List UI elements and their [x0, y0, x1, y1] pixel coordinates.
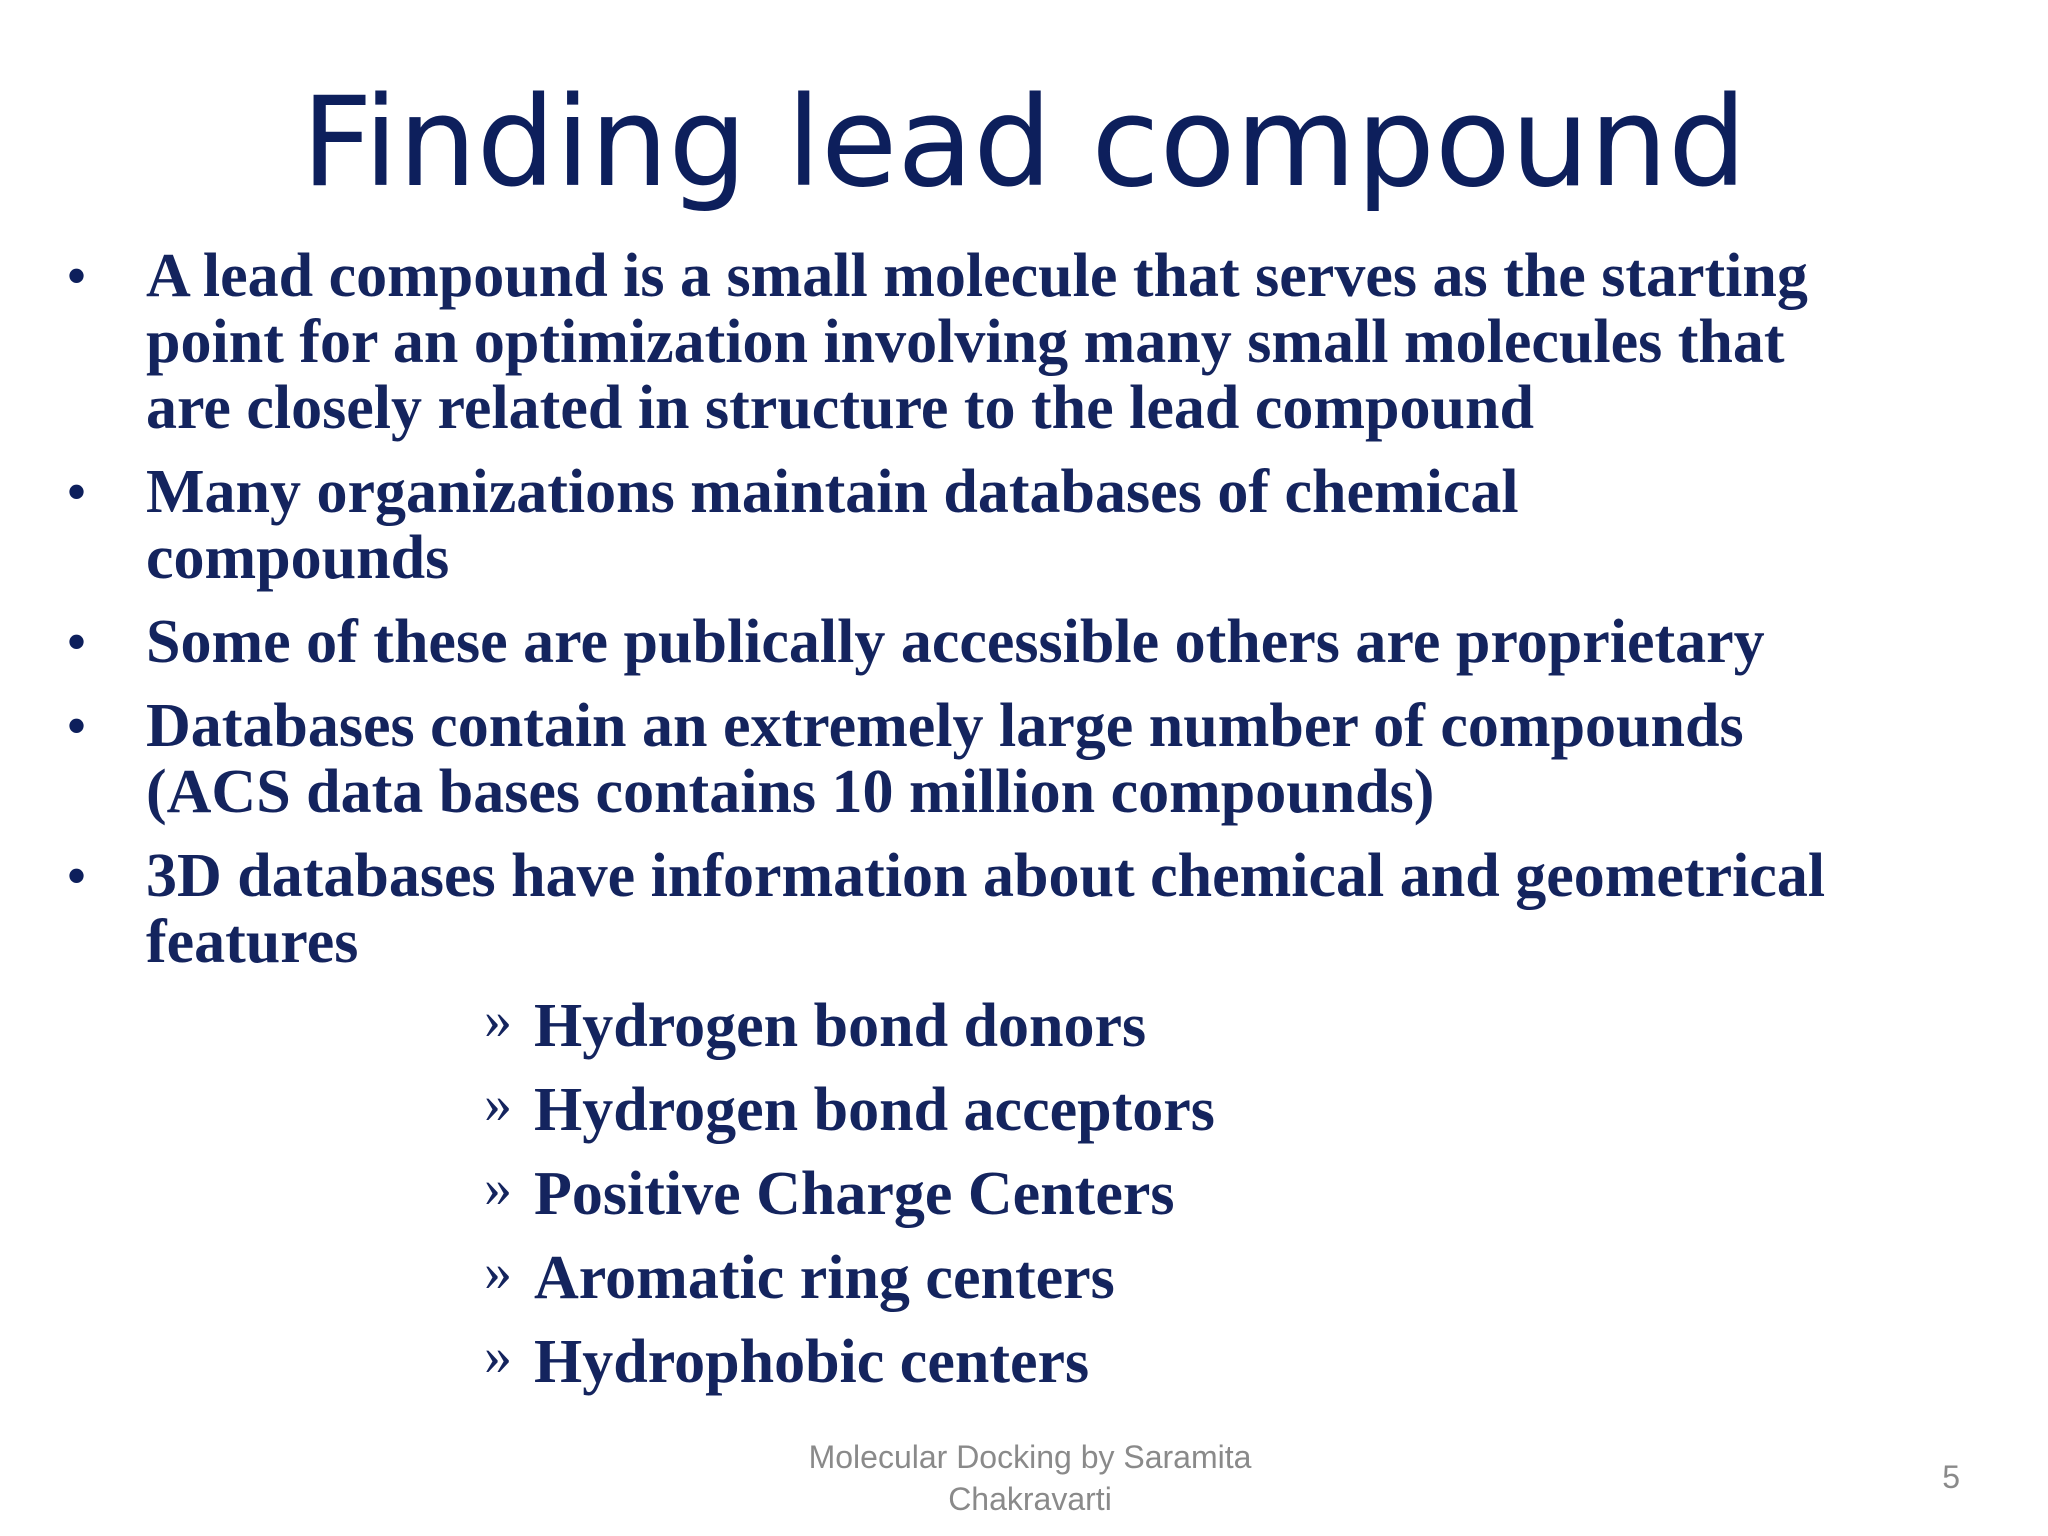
bullet-text: Some of these are publically accessible others are proprietary: [146, 608, 1765, 676]
sub-bullet-marker: »: [484, 1157, 512, 1219]
sub-bullet-text: Hydrogen bond donors: [534, 992, 1147, 1060]
sub-bullet-text: Hydrogen bond acceptors: [534, 1076, 1215, 1144]
bullet-text: Databases contain an extremely large number of compounds (ACS data bases contains 10 million compounds): [146, 692, 1744, 826]
sub-bullet-text: Hydrophobic centers: [534, 1328, 1090, 1396]
sub-bullet-item: [484, 1325, 1884, 1413]
sub-bullet-marker: »: [484, 1241, 512, 1303]
slide-title: Finding lead compound: [301, 71, 1747, 215]
sub-bullet-text: Aromatic ring centers: [534, 1244, 1115, 1312]
sub-bullet-item: [484, 1073, 1884, 1161]
bullet-text: Many organizations maintain databases of chemical compounds: [146, 458, 1519, 592]
bullet-marker: •: [66, 693, 88, 759]
sub-bullet-marker: »: [484, 1325, 512, 1387]
bullet-marker: •: [66, 243, 88, 309]
sub-bullet-text: Positive Charge Centers: [534, 1160, 1175, 1228]
bullet-text: A lead compound is a small molecule that serves as the starting point for an optimization involving many small molecules that are closely related in structure to the lead compound: [146, 242, 1808, 442]
bullet-marker: •: [66, 609, 88, 675]
bullet-marker: •: [66, 843, 88, 909]
bullet-text: 3D databases have information about chemical and geometrical features: [146, 842, 1826, 976]
sub-bullet-item: [484, 989, 1884, 1077]
page-number: 5: [1942, 1459, 1960, 1495]
sub-bullet-marker: »: [484, 1073, 512, 1135]
footer-text: Molecular Docking by Saramita Chakravarti: [808, 1439, 1252, 1517]
bullet-marker: •: [66, 459, 88, 525]
sub-bullet-item: [484, 1241, 1884, 1329]
sub-bullet-marker: »: [484, 989, 512, 1051]
sub-bullet-item: [484, 1157, 1884, 1245]
